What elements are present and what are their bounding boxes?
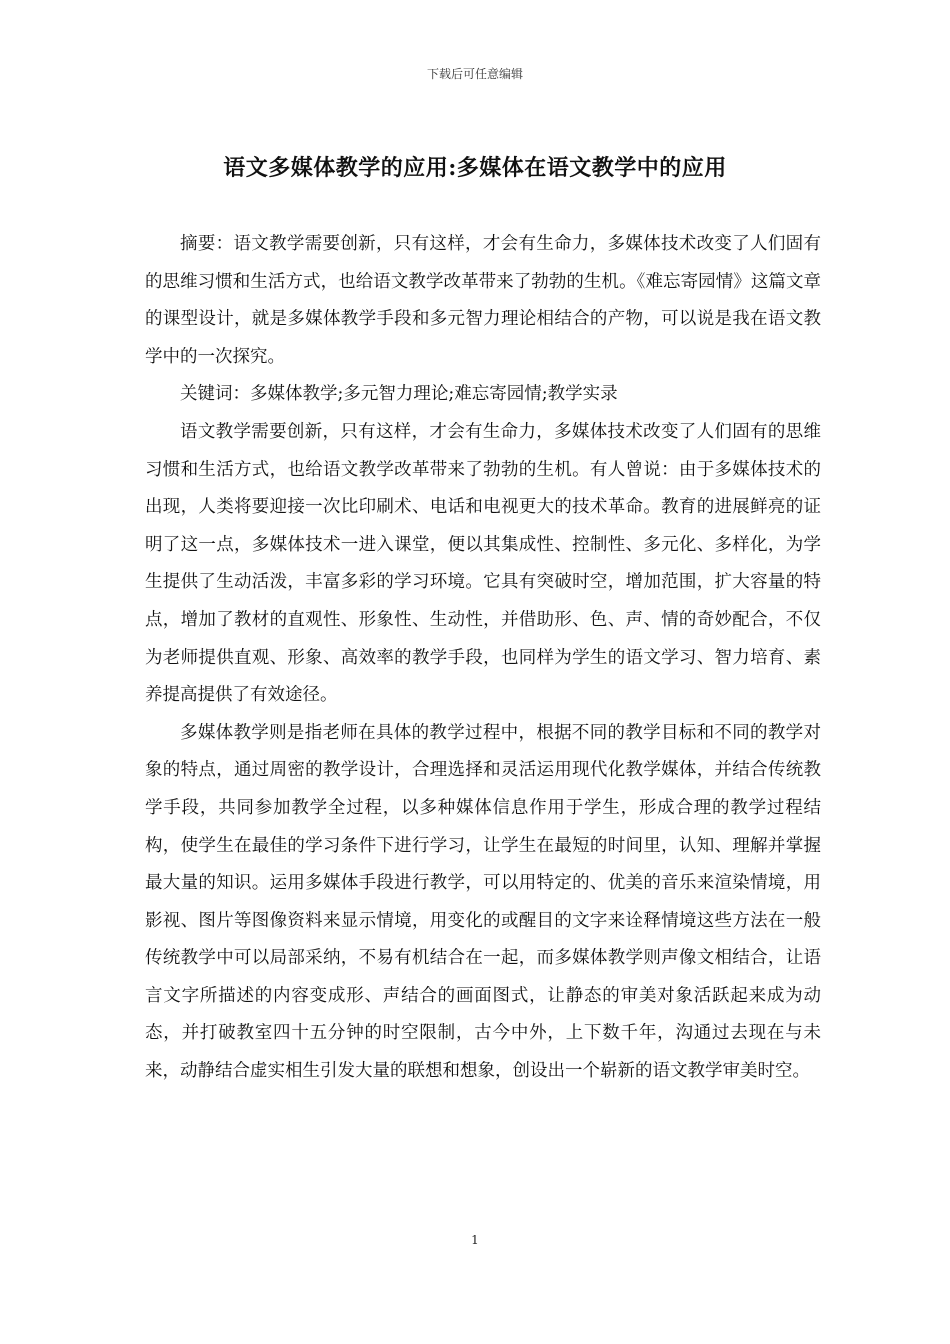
page-number: 1 (471, 1233, 479, 1247)
page-header: 下载后可任意编辑 (426, 67, 523, 81)
document-body (145, 226, 821, 1091)
document-title: 语文多媒体教学的应用:多媒体在语文教学中的应用 (223, 155, 727, 181)
abstract-paragraph: 摘要：语文教学需要创新，只有这样，才会有生命力，多媒体技术改变了人们固有的思维习惯和生活方式，也给语文教学改革带来了勃勃的生机。《难忘寄园情》这篇文章的课型设计，就是多媒体教学手段和多元智力理论相结合的产物，可以说是我在语文教学中的一次探究。 (145, 234, 821, 367)
keywords-paragraph: 关键词：多媒体教学;多元智力理论;难忘寄园情;教学实录 (180, 384, 618, 405)
body-paragraph: 语文教学需要创新，只有这样，才会有生命力，多媒体技术改变了人们固有的思维习惯和生活方式，也给语文教学改革带来了勃勃的生机。有人曾说：由于多媒体技术的出现，人类将要迎接一次比印刷术、电话和电视更大的技术革命。教育的进展鲜亮的证明了这一点，多媒体技术一进入课堂，便以其集成性、控制性、多元化、多样化，为学生提供了生动活泼，丰富多彩的学习环境。它具有突破时空，增加范围，扩大容量的特点，增加了教材的直观性、形象性、生动性，并借助形、色、声、情的奇妙配合，不仅为老师提供直观、形象、高效率的教学手段，也同样为学生的语文学习、智力培育、素养提高提供了有效途径。 (145, 421, 821, 706)
body-paragraph: 多媒体教学则是指老师在具体的教学过程中，根据不同的教学目标和不同的教学对象的特点，通过周密的教学设计，合理选择和灵活运用现代化教学媒体，并结合传统教学手段，共同参加教学全过程，以多种媒体信息作用于学生，形成合理的教学过程结构，使学生在最佳的学习条件下进行学习，让学生在最短的时间里，认知、理解并掌握最大量的知识。运用多媒体手段进行教学，可以用特定的、优美的音乐来渲染情境，用影视、图片等图像资料来显示情境，用变化的或醒目的文字来诠释情境这些方法在一般传统教学中可以局部采纳，不易有机结合在一起，而多媒体教学则声像文相结合，让语言文字所描述的内容变成形、声结合的画面图式，让静态的审美对象活跃起来成为动态，并打破教室四十五分钟的时空限制，古今中外，上下数千年，沟通过去现在与未来，动静结合虚实相生引发大量的联想和想象，创设出一个崭新的语文教学审美时空。 (145, 722, 821, 1082)
